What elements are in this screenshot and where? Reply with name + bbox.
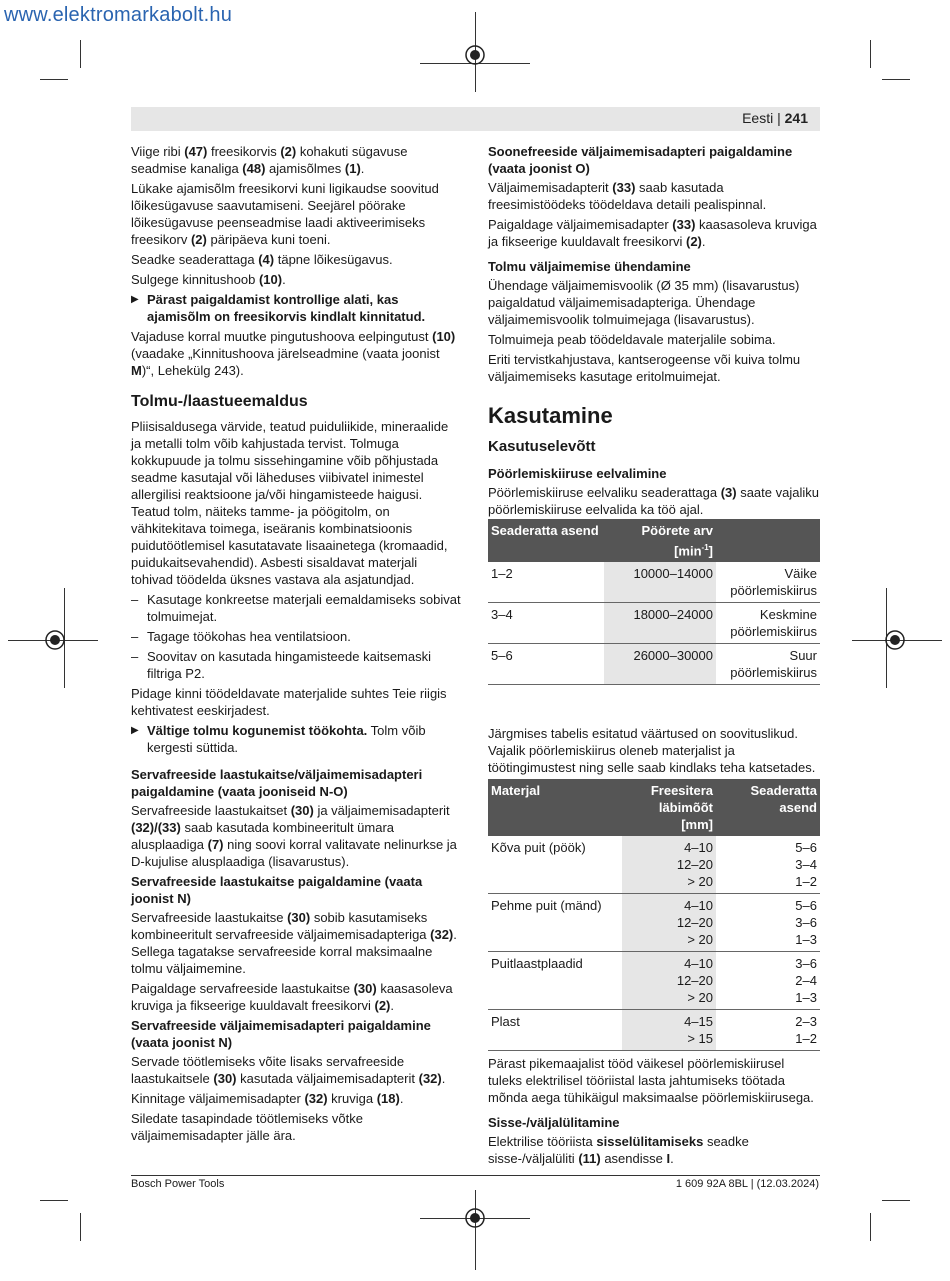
paragraph: Eriti tervistkahjustava, kantserogeense või kuiva tolmu väljaimemiseks kasutage eritolmuimejat.	[488, 352, 801, 384]
crop-mark	[475, 1190, 476, 1270]
paragraph: Viige ribi (47) freesikorvis (2) kohakuti sügavuse seadmise kanaliga (48) ajamisõlmes (1).	[131, 144, 408, 176]
paragraph: Servafreeside laastukaitse (30) sobib kasutamiseks kombineeritult servafreeside väljaimemisadapteriga (32). Sellega tagatakse servafreeside korral maksimaalne tolmu väljaimemine.	[131, 910, 457, 976]
table-row: 1–2 10000–14000 Väike pöörlemiskiirus	[488, 562, 820, 603]
crop-mark	[882, 79, 910, 80]
paragraph: Teatud tolm, näiteks tamme- ja pöögitolm, on vähkitekitava toimega, iseäranis kombinatsioonis puidutöötlemisel kasutatavate lisaainetega (kromaadid, puidukaitsevahendid). Asbesti sisaldavat materjali tohivad töödelda üksnes vastava ala asjatundjad.	[131, 504, 448, 587]
material-table	[488, 779, 820, 1051]
paragraph: Kinnitage väljaimemisadapter (32) kruviga (18).	[131, 1091, 404, 1106]
paragraph: Paigaldage servafreeside laastukaitse (30) kaasasoleva kruviga ja fikseerige kuuldavalt freesikorvi (2).	[131, 981, 453, 1013]
registration-mark-icon	[884, 629, 906, 651]
paragraph: Servade töötlemiseks võite lisaks servafreeside laastukaitsele (30) kasutada väljaimemisadapterit (32).	[131, 1054, 446, 1086]
column-header: Seaderatta asend	[716, 779, 820, 836]
paragraph: Ühendage väljaimemisvoolik (Ø 35 mm) (lisavarustus) paigaldatud väljaimemisadapteriga. Ühendage väljaimemisvoolik tolmuimejaga (lisavarustus).	[488, 278, 800, 327]
speed-table	[488, 519, 820, 685]
crop-mark	[870, 1213, 871, 1241]
dash-item: – Soovitav on kasutada hingamisteede kaitsemaski filtriga P2.	[131, 648, 461, 682]
chapter-heading: Kasutamine	[488, 403, 613, 428]
section-heading: Kasutuselevõtt	[488, 438, 596, 455]
paragraph: Siledate tasapindade töötlemiseks võtke väljaimemisadapter jälle ära.	[131, 1111, 363, 1143]
header-separator: |	[773, 110, 785, 126]
crop-mark	[80, 1213, 81, 1241]
column-header: Seaderatta asend	[488, 519, 604, 562]
paragraph: Seadke seaderattaga (4) täpne lõikesügavus.	[131, 252, 393, 267]
table-row: 5–6 26000–30000 Suur pöörlemiskiirus	[488, 644, 820, 685]
page-header	[742, 110, 808, 126]
crop-mark	[80, 40, 81, 68]
subheading: Servafreeside laastukaitse/väljaimemisadapteri paigaldamine (vaata jooniseid N-O)	[131, 767, 423, 799]
table-row: Plast 4–15 > 15 2–3 1–2	[488, 1010, 820, 1051]
subheading: Servafreeside laastukaitse paigaldamine (vaata joonist N)	[131, 874, 423, 906]
table-header-row	[488, 779, 820, 836]
crop-mark	[40, 1200, 68, 1201]
crop-mark	[870, 40, 871, 68]
table-header-row	[488, 519, 820, 562]
paragraph: Elektrilise tööriista sisselülitamiseks seadke sisse-/väljalüliti (11) asendisse I.	[488, 1134, 749, 1167]
paragraph: Vajaduse korral muutke pingutushoova eelpingutust (10) (vaadake „Kinnitushoova järelseadmine (vaata joonist M)“, Lehekülg 243).	[131, 329, 456, 378]
header-band	[131, 107, 820, 131]
table-row: Kõva puit (pöök) 4–10 12–20 > 20 5–6 3–4 1–2	[488, 836, 820, 894]
paragraph: Pöörlemiskiiruse eelvaliku seaderattaga (3) saate vajaliku pöörlemiskiiruse eelvalida ka töö ajal.	[488, 485, 819, 517]
paragraph: Paigaldage väljaimemisadapter (33) kaasasoleva kruviga ja fikseerige kuuldavalt freesikorvi (2).	[488, 217, 817, 249]
column-header: Freesitera läbimõõt [mm]	[622, 779, 716, 836]
subheading: Tolmu väljaimemise ühendamine	[488, 259, 691, 274]
paragraph: Järgmises tabelis esitatud väärtused on soovituslikud. Vajalik pöörlemiskiirus oleneb materjalist ja töötingimustest ning selle saab kindlaks teha katsetades.	[488, 726, 816, 776]
warning-bullet: ▶ Vältige tolmu kogunemist töökohta. Tolm võib kergesti süttida.	[131, 722, 461, 756]
registration-mark-icon	[464, 44, 486, 66]
paragraph: Pidage kinni töödeldavate materjalide suhtes Teie riigis kehtivatest eeskirjadest.	[131, 686, 447, 718]
paragraph: Lükake ajamisõlm freesikorvi kuni ligikaudse soovitud lõikesügavuse saavutamiseni. Seejärel pöörake lõikesügavuse peenseadmise laadi aktiveerimiseks freesikorv (2) päripäeva kuni toeni.	[131, 181, 439, 247]
dash-item: – Kasutage konkreetse materjali eemaldamiseks sobivat tolmuimejat.	[131, 591, 461, 625]
left-column	[131, 143, 461, 1147]
page-number: 241	[784, 110, 808, 126]
watermark[interactable]: www.elektromarkabolt.hu	[4, 4, 233, 26]
column-header	[716, 519, 820, 562]
subheading: Sisse-/väljalülitamine	[488, 1115, 620, 1131]
table-row: Pehme puit (mänd) 4–10 12–20 > 20 5–6 3–6 1–3	[488, 894, 820, 952]
table-row: 3–4 18000–24000 Keskmine pöörlemiskiirus	[488, 603, 820, 644]
paragraph: Tolmuimeja peab töödeldavale materjalile sobima.	[488, 332, 776, 347]
column-header: Pöörete arv $[\min^{-1}]$	[604, 519, 716, 562]
paragraph: Sulgege kinnitushoob (10).	[131, 272, 286, 287]
subheading: Servafreeside väljaimemisadapteri paigaldamine (vaata joonist N)	[131, 1018, 431, 1050]
paragraph: Pliisisaldusega värvide, teatud puiduliikide, mineraalide ja metalli tolm võib kahjustada tervist. Tolmuga kokkupuude ja tolmu sissehingamine võib põhjustada seadme kasutajal või läheduses viibivatel inimestel allergilisi reaktsioone ja/või hingamisteede haigusi.	[131, 419, 449, 502]
right-column	[488, 143, 820, 1170]
warning-bullet: ▶ Pärast paigaldamist kontrollige alati, kas ajamisõlm on freesikorvis kindlalt kinnitatud.	[131, 291, 461, 325]
paragraph: Väljaimemisadapterit (33) saab kasutada freesimistöödeks töödeldava detaili pealispinnal.	[488, 180, 767, 212]
column-header: Materjal	[488, 779, 622, 836]
registration-mark-icon	[464, 1207, 486, 1229]
header-language: Eesti	[742, 110, 774, 126]
registration-mark-icon	[44, 629, 66, 651]
paragraph: Pärast pikemaajalist tööd väikesel pöörlemiskiirusel tuleks elektrilisel tööriistal lasta jahtumiseks töötada mõnda aega tühikäigul maksimaalse pöörlemiskiirusega.	[488, 1056, 814, 1106]
footer-rule	[131, 1175, 820, 1176]
subheading: Soonefreeside väljaimemisadapteri paigaldamine (vaata joonist O)	[488, 144, 793, 176]
footer-brand: Bosch Power Tools	[131, 1178, 225, 1190]
paragraph: Servafreeside laastukaitset (30) ja väljaimemisadapterit (32)/(33) saab kasutada kombineeritult ümara alusplaadiga (7) ning soovi korral valitavate nelinurkse ja D-kujulise alusplaadiga (lisavarustus).	[131, 803, 457, 869]
crop-mark	[882, 1200, 910, 1201]
section-heading: Tolmu-/laastueemaldus	[131, 393, 308, 410]
subheading: Pöörlemiskiiruse eelvalimine	[488, 466, 667, 481]
crop-mark	[40, 79, 68, 80]
dash-item: – Tagage töökohas hea ventilatsioon.	[131, 628, 461, 645]
table-row: Puitlaastplaadid 4–10 12–20 > 20 3–6 2–4 1–3	[488, 952, 820, 1010]
footer-doc-id: 1 609 92A 8BL | (12.03.2024)	[675, 1178, 819, 1190]
